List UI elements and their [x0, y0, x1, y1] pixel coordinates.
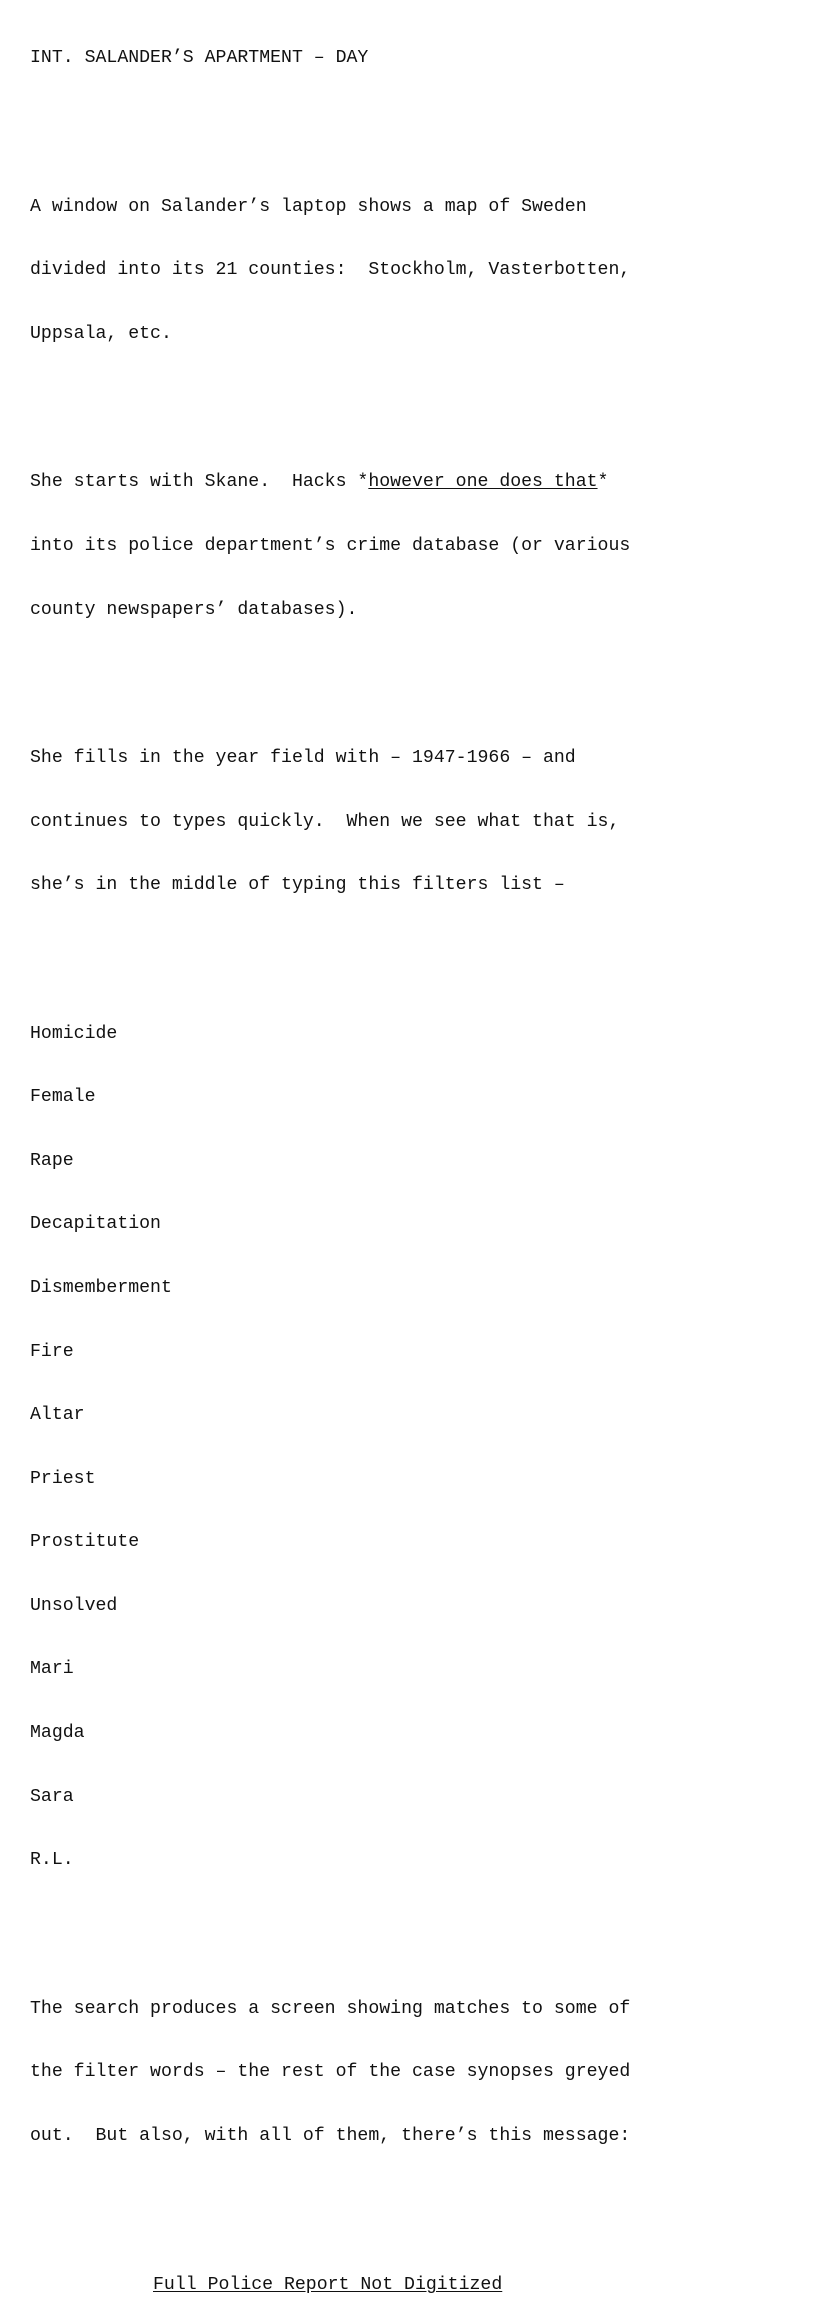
filter-item: Rape: [30, 1150, 74, 1171]
scene-heading: INT. SALANDER’S APARTMENT – DAY: [30, 48, 369, 69]
message-line: [30, 2275, 810, 2296]
action-text: *: [597, 472, 609, 493]
spacer: [30, 2189, 810, 2210]
filter-item: Priest: [30, 1468, 96, 1489]
action-line: county newspapers’ databases).: [30, 599, 358, 620]
action-line: [30, 472, 810, 493]
filter-item: Magda: [30, 1723, 85, 1744]
filter-item: Dismemberment: [30, 1277, 172, 1298]
filter-item: Altar: [30, 1405, 85, 1426]
filter-item: Fire: [30, 1341, 74, 1362]
action-line: the filter words – the rest of the case synopses greyed: [30, 2062, 631, 2083]
filter-item: Mari: [30, 1659, 74, 1680]
spacer: [30, 663, 810, 684]
spacer: [30, 112, 810, 133]
filter-item: Homicide: [30, 1023, 118, 1044]
filter-item: Female: [30, 1087, 96, 1108]
filter-item: Unsolved: [30, 1595, 118, 1616]
screenplay-page: [30, 6, 810, 2318]
filter-item: R.L.: [30, 1850, 74, 1871]
action-line: continues to types quickly. When we see what that is,: [30, 811, 620, 832]
police-report-message: Full Police Report Not Digitized: [153, 2275, 503, 2296]
underlined-text: however one does that: [368, 472, 598, 493]
action-line: into its police department’s crime database (or various: [30, 535, 631, 556]
action-line: A window on Salander’s laptop shows a map of Sweden: [30, 196, 587, 217]
action-text: She starts with Skane. Hacks *: [30, 472, 369, 493]
spacer: [30, 388, 810, 409]
filter-item: Prostitute: [30, 1532, 140, 1553]
spacer: [30, 939, 810, 960]
filter-item: Sara: [30, 1786, 74, 1807]
action-line: Uppsala, etc.: [30, 323, 172, 344]
filter-item: Decapitation: [30, 1214, 161, 1235]
action-line: The search produces a screen showing matches to some of: [30, 1998, 631, 2019]
action-line: divided into its 21 counties: Stockholm, Vasterbotten,: [30, 260, 631, 281]
action-line: out. But also, with all of them, there’s this message:: [30, 2125, 631, 2146]
action-line: She fills in the year field with – 1947-1966 – and: [30, 747, 576, 768]
spacer: [30, 1914, 810, 1935]
action-line: she’s in the middle of typing this filters list –: [30, 875, 565, 896]
